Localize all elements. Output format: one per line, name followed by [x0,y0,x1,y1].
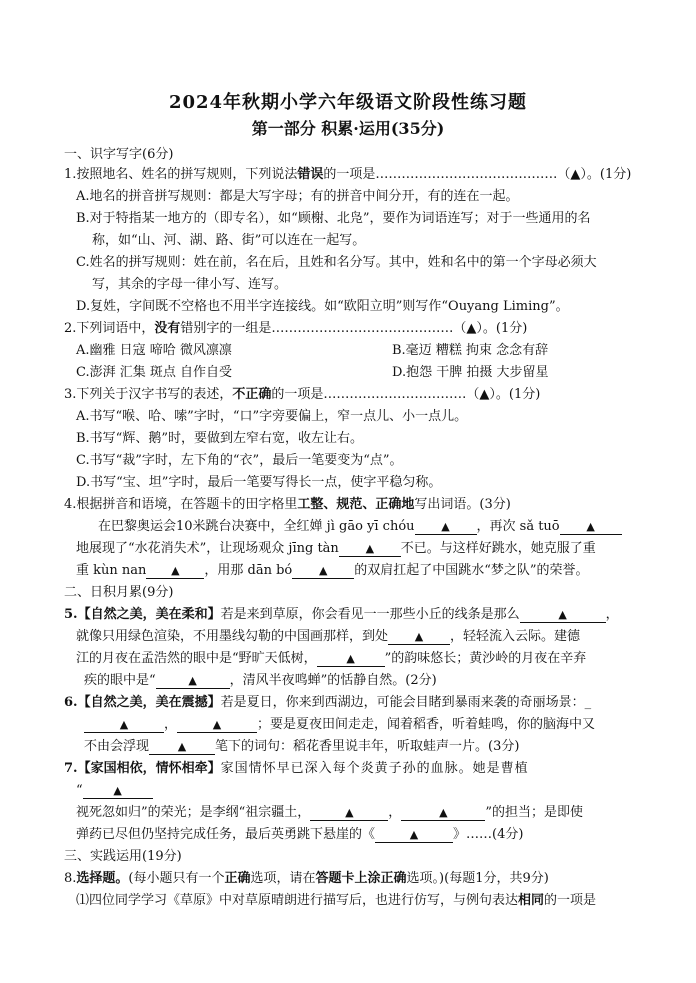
answer-blank: ▲ [156,674,230,689]
question-2-option-d: D.抱怨 干脾 拍摄 大步留星 [392,365,549,380]
question-6-line-1: 6.【自然之美，美在震撼】若是夏日，你来到西湖边，可能会目睹到暴雨来袭的奇丽场景：_ [64,695,592,710]
section-1-heading: 一、识字写字(6分) [64,147,174,162]
answer-blank: ▲ [84,718,164,733]
question-5-line-1: 5.【自然之美，美在柔和】若是来到草原，你会看见一一那些小丘的线条是那么 ▲ ， [64,607,619,622]
question-1-option-a: A.地名的拼音拼写规则：都是大写字母；有的拼音中间分开，有的连在一起。 [76,189,519,204]
answer-blank: ▲ [415,520,477,535]
question-4-line-2: 地展现了“水花消失术”，让现场观众 jīng tàn ▲ 不已。与这样好跳水，她克服了重 [76,541,596,556]
question-8-stem: 8.选择题。(每小题只有一个正确选项，请在答题卡上涂正确选项。)(每题1分，共9分) [64,871,549,886]
answer-blank: ▲ [317,652,385,667]
question-1-option-b-cont: 称，如“山、河、湖、路、街”可以连在一起写。 [92,233,366,248]
question-3-option-a: A.书写“喉、哈、嗦”字时，“口”字旁要偏上，窄一点儿、小一点儿。 [76,409,468,424]
answer-blank: ▲ [339,542,401,557]
answer-blank: ▲ [520,608,606,623]
question-3-option-d: D.书写“宝、坦”字时，最后一笔要写得长一点，使字平稳匀称。 [76,475,442,490]
question-7-line-3: 视死忽如归”的荣光；是李纲“祖宗疆土， ▲ ， ▲ ”的担当；是即使 [76,805,583,820]
question-2-stem: 2.下列词语中，没有错别字的一组是……………………………………（▲）。(1分) [64,321,528,336]
question-5-line-3: 江的月夜在孟浩然的眼中是“野旷天低树， ▲ ”的韵味悠长；黄沙岭的月夜在辛弃 [76,651,587,666]
question-3-option-c: C.书写“裁”字时，左下角的“衣”，最后一笔要变为“点”。 [76,453,403,468]
question-8-sub-1: ⑴四位同学学习《草原》中对草原晴朗进行描写后，也进行仿写，与例句表达相同的一项是 [76,893,597,908]
answer-blank: ▲ [83,784,153,799]
section-3-heading: 三、实践运用(19分) [64,849,182,864]
question-5-line-4: 疾的眼中是“ ▲ ，清风半夜鸣蝉”的恬静自然。(2分) [84,673,437,688]
question-3-option-b: B.书写“辉、鹅”时，要做到左窄右宽，收左让右。 [76,431,363,446]
question-2-option-a: A.幽雅 日寇 啼哈 微风凛凛 [76,343,232,358]
question-4-line-3: 重 kùn nan ▲ ，用那 dān bó ▲ 的双肩扛起了中国跳水“梦之队”的荣誉。 [76,563,589,578]
answer-blank: ▲ [560,520,622,535]
question-1-option-b: B.对于特指某一地方的（即专名），如“顾榭、北凫”，要作为词语连写；对于一些通用的名 [76,211,591,226]
question-6-line-3: 不由会浮现 ▲ 笔下的词句：稻花香里说丰年，听取蛙声一片。(3分) [84,739,520,754]
question-2-option-c: C.澎湃 汇集 斑点 自作自受 [76,365,233,380]
answer-blank: ▲ [146,564,204,579]
answer-blank: ▲ [149,740,215,755]
question-1-option-d: D.复姓，字间既不空格也不用半字连接线。如“欧阳立明”则写作“Ouyang Liming”。 [76,299,569,314]
question-6-line-2: ▲ ， ▲ ；要是夏夜田间走走，闻着稻香，听着蛙鸣，你的脑海中又 [84,716,595,734]
answer-blank: ▲ [177,718,257,733]
answer-blank: ▲ [388,630,450,645]
answer-blank: ▲ [310,806,388,821]
question-7-line-4: 弹药已尽但仍坚持完成任务，最后英勇跳下悬崖的《 ▲ 》……(4分) [76,827,524,842]
answer-blank: ▲ [375,828,453,843]
question-1-option-c: C.姓名的拼写规则：姓在前，名在后，且姓和名分写。其中，姓和名中的第一个字母必须大 [76,255,597,270]
question-1-option-c-cont: 写，其余的字母一律小写、连写。 [92,277,288,292]
question-5-line-2: 就像只用绿色渲染，不用墨线勾勒的中国画那样，到处 ▲ ，轻轻流入云际。建德 [76,629,581,644]
question-4-line-1: 在巴黎奥运会10米跳台决赛中，全红婵 jì gāo yī chóu ▲ ，再次 sǎ tuō ▲ [98,518,622,536]
page-title: 2024年秋期小学六年级语文阶段性练习题 [168,92,528,113]
answer-blank: ▲ [401,806,485,821]
question-7-line-2: “ ▲ [76,782,153,800]
question-1-stem: 1.按照地名、姓名的拼写规则，下列说法错误的一项是……………………………………（▲）。(1分) [64,167,632,182]
answer-blank: ▲ [292,564,354,579]
part-title: 第一部分 积累·运用(35分) [251,119,445,138]
section-2-heading: 二、日积月累(9分) [64,585,174,600]
question-2-option-b: B.毫迈 糟糕 拘束 念念有辞 [392,343,549,358]
question-7-line-1: 7.【家国相依，情怀相牵】家国情怀早已深入每个炎黄子孙的血脉。她是曹植 [64,761,529,776]
question-3-stem: 3.下列关于汉字书写的表述，不正确的一项是……………………………（▲）。(1分) [64,387,541,402]
question-4-stem: 4.根据拼音和语境，在答题卡的田字格里工整、规范、正确地写出词语。(3分) [64,497,511,512]
